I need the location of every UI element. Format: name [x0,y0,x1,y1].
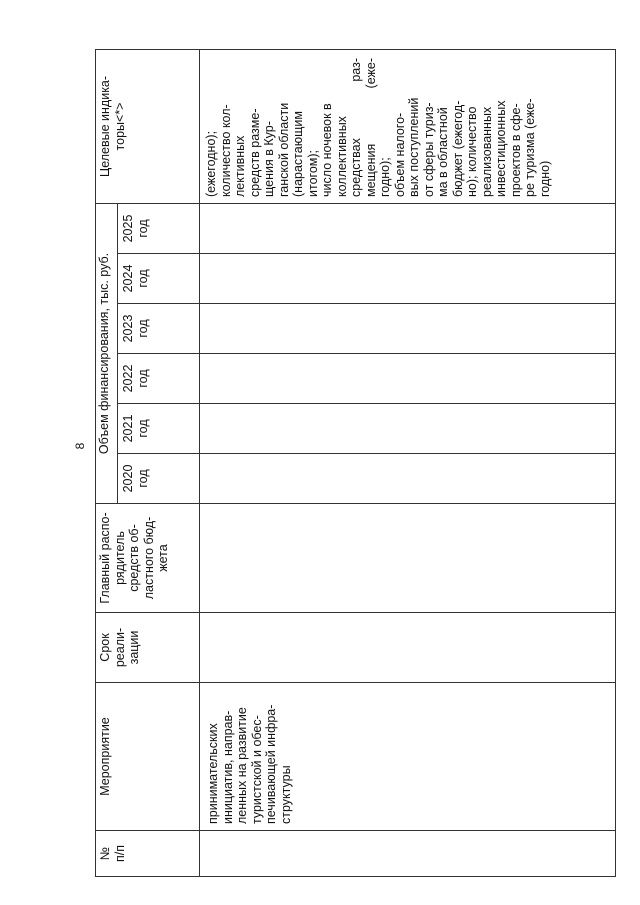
header-num: № п/п [96,831,200,877]
cell-manager [200,504,616,613]
table-row [200,49,616,876]
cell-year-2024 [200,254,616,304]
cell-activity: принимательских инициатив, направ- ленных на развитие туристской и обес- печивающей инфра- структуры [200,683,616,831]
cell-num [200,831,616,877]
cell-year-2020 [200,454,616,504]
header-targets: Целевые индика- торы<*> [96,49,200,203]
header-term: Срок реали- зации [96,613,200,683]
header-year-2024: 2024 год [118,254,200,304]
cell-year-2023 [200,304,616,354]
header-year-2020: 2020 год [118,454,200,504]
header-year-2021: 2021 год [118,404,200,454]
header-year-2023: 2023 год [118,304,200,354]
cell-year-2021 [200,404,616,454]
rotated-table-container [95,50,616,877]
cell-targets: (ежегодно); количество кол- лективных средств разме- щения в Кур- ганской области (нарастающим итогом); число ночевок в коллективных средствах раз- мещения (еже- годно); объем налого- вых поступлений от сферы туриз- ма в областной бюджет (ежегод- но); количество реализованных инвестиционных проектов в сфе- ре туризма (еже- годно) [200,49,616,203]
header-manager: Главный распо- рядитель средств об- ластного бюд- жета [96,504,200,613]
cell-year-2025 [200,203,616,253]
activities-table [95,49,616,877]
page-number: 8 [73,442,87,450]
header-year-2022: 2022 год [118,354,200,404]
header-year-2025: 2025 год [118,203,200,253]
header-financing: Объем финансирования, тыс. руб. [96,203,118,503]
cell-term [200,613,616,683]
header-activity: Мероприятие [96,683,200,831]
cell-year-2022 [200,354,616,404]
